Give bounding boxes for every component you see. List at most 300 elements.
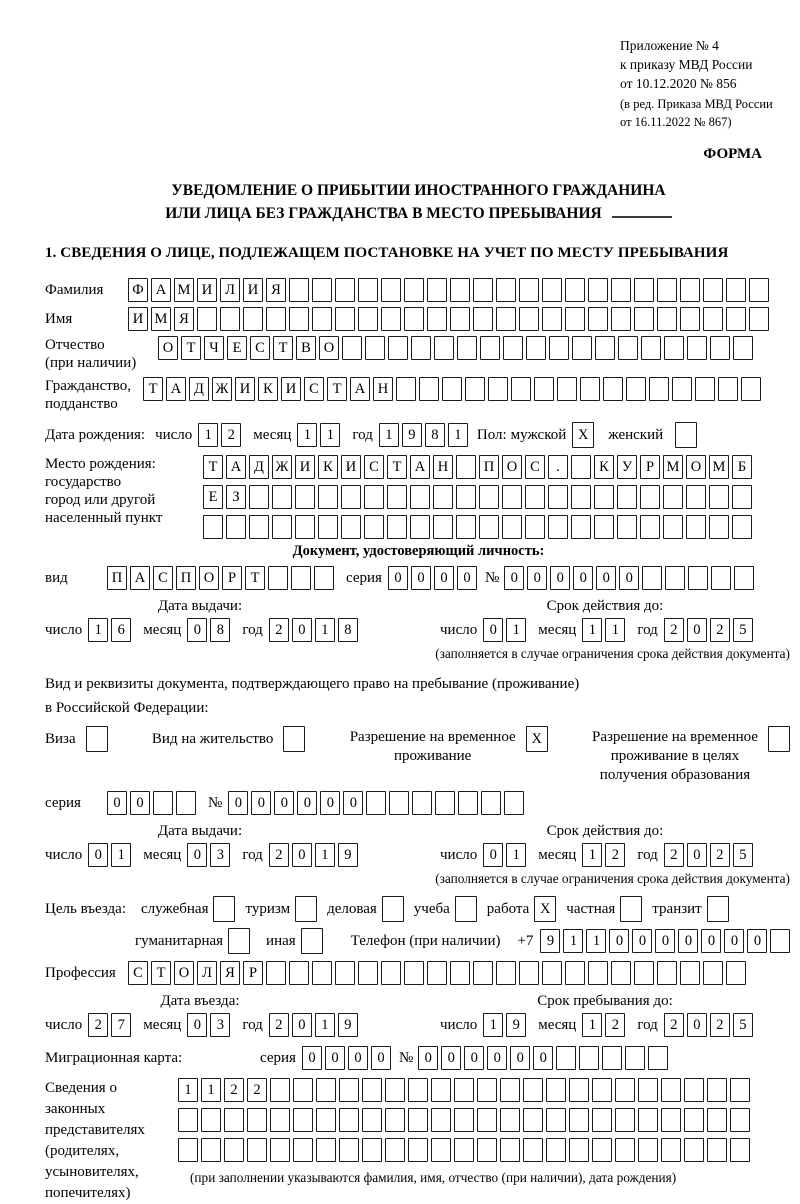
char-cell[interactable] (770, 929, 790, 953)
char-cell[interactable]: Ж (212, 377, 232, 401)
char-cell[interactable]: А (226, 455, 246, 479)
char-cell[interactable] (546, 1138, 566, 1162)
char-cell[interactable] (569, 1078, 589, 1102)
char-cell[interactable]: Е (203, 485, 223, 509)
char-cell[interactable] (680, 278, 700, 302)
char-cell[interactable] (477, 1138, 497, 1162)
checkbox-cell[interactable] (301, 928, 323, 954)
char-cell[interactable] (335, 278, 355, 302)
char-cell[interactable]: У (617, 455, 637, 479)
char-cell[interactable] (408, 1078, 428, 1102)
char-cell[interactable] (661, 1138, 681, 1162)
char-cell[interactable] (638, 1078, 658, 1102)
char-cell[interactable] (523, 1108, 543, 1132)
char-cell[interactable] (201, 1138, 221, 1162)
char-cell[interactable]: 5 (733, 843, 753, 867)
char-cell[interactable]: 0 (130, 791, 150, 815)
checkbox-cell[interactable] (707, 896, 729, 922)
char-cell[interactable] (542, 278, 562, 302)
char-cell[interactable]: 0 (371, 1046, 391, 1070)
char-cell[interactable]: Д (249, 455, 269, 479)
char-cell[interactable] (362, 1078, 382, 1102)
char-cell[interactable]: . (548, 455, 568, 479)
char-cell[interactable]: 0 (687, 843, 707, 867)
char-cell[interactable]: В (296, 336, 316, 360)
char-cell[interactable] (433, 485, 453, 509)
char-cell[interactable] (479, 515, 499, 539)
char-cell[interactable] (496, 961, 516, 985)
char-cell[interactable] (450, 278, 470, 302)
char-cell[interactable] (318, 515, 338, 539)
char-cell[interactable] (503, 336, 523, 360)
char-cell[interactable]: М (709, 455, 729, 479)
char-cell[interactable] (684, 1138, 704, 1162)
char-cell[interactable] (680, 307, 700, 331)
char-cell[interactable] (450, 961, 470, 985)
char-cell[interactable]: 1 (582, 618, 602, 642)
char-cell[interactable]: 2 (710, 843, 730, 867)
char-cell[interactable] (672, 377, 692, 401)
char-cell[interactable] (709, 515, 729, 539)
char-cell[interactable] (519, 278, 539, 302)
char-cell[interactable] (500, 1078, 520, 1102)
char-cell[interactable]: 0 (701, 929, 721, 953)
char-cell[interactable]: Т (181, 336, 201, 360)
char-cell[interactable] (481, 791, 501, 815)
char-cell[interactable] (617, 515, 637, 539)
char-cell[interactable] (224, 1108, 244, 1132)
char-cell[interactable] (312, 961, 332, 985)
char-cell[interactable] (707, 1108, 727, 1132)
char-cell[interactable]: Н (433, 455, 453, 479)
checkbox-cell[interactable] (455, 896, 477, 922)
char-cell[interactable]: 2 (221, 423, 241, 447)
char-cell[interactable] (617, 485, 637, 509)
char-cell[interactable] (316, 1078, 336, 1102)
char-cell[interactable]: 1 (297, 423, 317, 447)
char-cell[interactable] (404, 278, 424, 302)
char-cell[interactable] (594, 485, 614, 509)
checkbox-cell[interactable]: X (526, 726, 548, 752)
char-cell[interactable] (427, 278, 447, 302)
char-cell[interactable] (703, 961, 723, 985)
char-cell[interactable]: О (199, 566, 219, 590)
checkbox-cell[interactable]: X (572, 422, 594, 448)
char-cell[interactable]: 0 (483, 618, 503, 642)
char-cell[interactable] (385, 1138, 405, 1162)
char-cell[interactable]: П (176, 566, 196, 590)
char-cell[interactable] (435, 791, 455, 815)
char-cell[interactable]: 0 (533, 1046, 553, 1070)
char-cell[interactable] (707, 1138, 727, 1162)
char-cell[interactable]: И (235, 377, 255, 401)
char-cell[interactable] (316, 1108, 336, 1132)
char-cell[interactable]: 8 (338, 618, 358, 642)
char-cell[interactable] (404, 961, 424, 985)
char-cell[interactable] (703, 307, 723, 331)
char-cell[interactable] (178, 1138, 198, 1162)
char-cell[interactable] (289, 307, 309, 331)
char-cell[interactable] (615, 1078, 635, 1102)
char-cell[interactable]: 1 (582, 1013, 602, 1037)
char-cell[interactable] (412, 791, 432, 815)
char-cell[interactable]: Б (732, 455, 752, 479)
char-cell[interactable] (295, 515, 315, 539)
char-cell[interactable] (450, 307, 470, 331)
char-cell[interactable]: 5 (733, 618, 753, 642)
char-cell[interactable] (595, 336, 615, 360)
char-cell[interactable] (465, 377, 485, 401)
char-cell[interactable] (291, 566, 311, 590)
char-cell[interactable]: 2 (710, 1013, 730, 1037)
char-cell[interactable] (726, 961, 746, 985)
char-cell[interactable]: 1 (315, 1013, 335, 1037)
char-cell[interactable]: С (153, 566, 173, 590)
char-cell[interactable] (203, 515, 223, 539)
char-cell[interactable]: Ж (272, 455, 292, 479)
char-cell[interactable] (749, 278, 769, 302)
char-cell[interactable]: 0 (457, 566, 477, 590)
char-cell[interactable]: К (594, 455, 614, 479)
char-cell[interactable] (366, 791, 386, 815)
char-cell[interactable] (364, 515, 384, 539)
char-cell[interactable] (496, 278, 516, 302)
char-cell[interactable] (220, 307, 240, 331)
char-cell[interactable]: С (250, 336, 270, 360)
char-cell[interactable]: 0 (687, 618, 707, 642)
char-cell[interactable] (339, 1138, 359, 1162)
char-cell[interactable] (419, 377, 439, 401)
char-cell[interactable] (442, 377, 462, 401)
char-cell[interactable]: 8 (425, 423, 445, 447)
char-cell[interactable]: Л (197, 961, 217, 985)
checkbox-cell[interactable] (620, 896, 642, 922)
char-cell[interactable]: И (341, 455, 361, 479)
char-cell[interactable] (341, 485, 361, 509)
char-cell[interactable]: С (525, 455, 545, 479)
char-cell[interactable] (663, 485, 683, 509)
char-cell[interactable] (565, 278, 585, 302)
char-cell[interactable] (718, 377, 738, 401)
char-cell[interactable] (473, 278, 493, 302)
char-cell[interactable] (456, 485, 476, 509)
char-cell[interactable]: 0 (619, 566, 639, 590)
char-cell[interactable]: 0 (187, 1013, 207, 1037)
char-cell[interactable] (703, 278, 723, 302)
char-cell[interactable] (381, 278, 401, 302)
char-cell[interactable] (385, 1108, 405, 1132)
char-cell[interactable] (519, 961, 539, 985)
char-cell[interactable] (695, 377, 715, 401)
char-cell[interactable] (410, 485, 430, 509)
char-cell[interactable] (732, 515, 752, 539)
char-cell[interactable] (408, 1108, 428, 1132)
char-cell[interactable] (734, 566, 754, 590)
char-cell[interactable]: 0 (388, 566, 408, 590)
char-cell[interactable] (569, 1108, 589, 1132)
char-cell[interactable] (457, 336, 477, 360)
char-cell[interactable] (496, 307, 516, 331)
char-cell[interactable]: 0 (678, 929, 698, 953)
char-cell[interactable]: И (295, 455, 315, 479)
char-cell[interactable]: 0 (487, 1046, 507, 1070)
char-cell[interactable] (381, 961, 401, 985)
char-cell[interactable] (569, 1138, 589, 1162)
char-cell[interactable] (226, 515, 246, 539)
char-cell[interactable] (657, 278, 677, 302)
char-cell[interactable] (293, 1078, 313, 1102)
char-cell[interactable] (358, 278, 378, 302)
char-cell[interactable] (726, 278, 746, 302)
char-cell[interactable]: А (410, 455, 430, 479)
char-cell[interactable] (688, 566, 708, 590)
char-cell[interactable]: А (350, 377, 370, 401)
char-cell[interactable] (381, 307, 401, 331)
char-cell[interactable]: П (479, 455, 499, 479)
char-cell[interactable] (362, 1138, 382, 1162)
char-cell[interactable] (272, 515, 292, 539)
char-cell[interactable] (687, 336, 707, 360)
char-cell[interactable]: 1 (586, 929, 606, 953)
char-cell[interactable]: 1 (198, 423, 218, 447)
char-cell[interactable]: 1 (605, 618, 625, 642)
char-cell[interactable] (433, 515, 453, 539)
char-cell[interactable] (638, 1108, 658, 1132)
char-cell[interactable]: С (128, 961, 148, 985)
char-cell[interactable]: 1 (178, 1078, 198, 1102)
char-cell[interactable] (387, 485, 407, 509)
char-cell[interactable] (649, 377, 669, 401)
char-cell[interactable]: 0 (292, 843, 312, 867)
char-cell[interactable] (404, 307, 424, 331)
char-cell[interactable] (488, 377, 508, 401)
char-cell[interactable]: Р (243, 961, 263, 985)
char-cell[interactable]: 0 (596, 566, 616, 590)
checkbox-cell[interactable] (86, 726, 108, 752)
checkbox-cell[interactable]: X (534, 896, 556, 922)
char-cell[interactable] (565, 307, 585, 331)
char-cell[interactable]: 0 (609, 929, 629, 953)
char-cell[interactable] (638, 1138, 658, 1162)
checkbox-cell[interactable] (283, 726, 305, 752)
char-cell[interactable]: 1 (563, 929, 583, 953)
char-cell[interactable] (473, 307, 493, 331)
char-cell[interactable] (519, 307, 539, 331)
char-cell[interactable] (224, 1138, 244, 1162)
char-cell[interactable]: 0 (527, 566, 547, 590)
char-cell[interactable] (247, 1108, 267, 1132)
char-cell[interactable] (707, 1078, 727, 1102)
char-cell[interactable] (684, 1108, 704, 1132)
char-cell[interactable]: Д (189, 377, 209, 401)
char-cell[interactable] (684, 1078, 704, 1102)
char-cell[interactable]: 0 (297, 791, 317, 815)
char-cell[interactable] (571, 515, 591, 539)
char-cell[interactable] (657, 961, 677, 985)
char-cell[interactable] (741, 377, 761, 401)
char-cell[interactable] (525, 515, 545, 539)
char-cell[interactable] (295, 485, 315, 509)
char-cell[interactable]: 3 (210, 843, 230, 867)
char-cell[interactable] (431, 1078, 451, 1102)
char-cell[interactable]: 0 (348, 1046, 368, 1070)
char-cell[interactable]: 2 (269, 618, 289, 642)
char-cell[interactable]: 0 (228, 791, 248, 815)
char-cell[interactable] (711, 566, 731, 590)
char-cell[interactable] (502, 515, 522, 539)
char-cell[interactable]: 2 (664, 1013, 684, 1037)
char-cell[interactable]: Т (143, 377, 163, 401)
char-cell[interactable] (602, 1046, 622, 1070)
char-cell[interactable] (642, 566, 662, 590)
char-cell[interactable] (592, 1108, 612, 1132)
char-cell[interactable]: 0 (107, 791, 127, 815)
char-cell[interactable] (680, 961, 700, 985)
char-cell[interactable]: 1 (88, 618, 108, 642)
char-cell[interactable] (431, 1108, 451, 1132)
char-cell[interactable]: 0 (411, 566, 431, 590)
char-cell[interactable]: 0 (187, 618, 207, 642)
char-cell[interactable]: А (151, 278, 171, 302)
char-cell[interactable] (594, 515, 614, 539)
char-cell[interactable]: 1 (320, 423, 340, 447)
char-cell[interactable]: Т (327, 377, 347, 401)
char-cell[interactable] (335, 307, 355, 331)
char-cell[interactable]: 0 (343, 791, 363, 815)
checkbox-cell[interactable] (228, 928, 250, 954)
char-cell[interactable] (556, 1046, 576, 1070)
char-cell[interactable] (473, 961, 493, 985)
char-cell[interactable]: 2 (605, 1013, 625, 1037)
char-cell[interactable] (726, 307, 746, 331)
char-cell[interactable] (358, 961, 378, 985)
char-cell[interactable] (615, 1108, 635, 1132)
char-cell[interactable] (500, 1138, 520, 1162)
char-cell[interactable] (549, 336, 569, 360)
char-cell[interactable]: Т (151, 961, 171, 985)
char-cell[interactable]: 0 (302, 1046, 322, 1070)
char-cell[interactable]: О (502, 455, 522, 479)
char-cell[interactable] (266, 961, 286, 985)
char-cell[interactable]: 1 (379, 423, 399, 447)
char-cell[interactable]: Я (266, 278, 286, 302)
char-cell[interactable] (249, 485, 269, 509)
char-cell[interactable] (197, 307, 217, 331)
char-cell[interactable] (565, 961, 585, 985)
char-cell[interactable]: 2 (605, 843, 625, 867)
char-cell[interactable] (500, 1108, 520, 1132)
char-cell[interactable] (626, 377, 646, 401)
char-cell[interactable]: 0 (483, 843, 503, 867)
char-cell[interactable] (504, 791, 524, 815)
char-cell[interactable] (592, 1138, 612, 1162)
char-cell[interactable] (427, 307, 447, 331)
char-cell[interactable] (641, 336, 661, 360)
char-cell[interactable]: М (174, 278, 194, 302)
char-cell[interactable] (615, 1138, 635, 1162)
char-cell[interactable] (362, 1108, 382, 1132)
char-cell[interactable] (526, 336, 546, 360)
char-cell[interactable] (389, 791, 409, 815)
char-cell[interactable] (342, 336, 362, 360)
char-cell[interactable]: Т (387, 455, 407, 479)
char-cell[interactable] (477, 1108, 497, 1132)
char-cell[interactable]: 9 (338, 1013, 358, 1037)
char-cell[interactable] (588, 961, 608, 985)
char-cell[interactable]: 1 (111, 843, 131, 867)
char-cell[interactable]: 8 (210, 618, 230, 642)
char-cell[interactable]: 1 (483, 1013, 503, 1037)
char-cell[interactable] (525, 485, 545, 509)
checkbox-cell[interactable] (382, 896, 404, 922)
char-cell[interactable] (557, 377, 577, 401)
char-cell[interactable] (431, 1138, 451, 1162)
char-cell[interactable] (542, 307, 562, 331)
char-cell[interactable] (454, 1138, 474, 1162)
char-cell[interactable]: Е (227, 336, 247, 360)
char-cell[interactable] (410, 515, 430, 539)
checkbox-cell[interactable] (295, 896, 317, 922)
char-cell[interactable]: 2 (247, 1078, 267, 1102)
char-cell[interactable] (339, 1078, 359, 1102)
char-cell[interactable] (749, 307, 769, 331)
char-cell[interactable]: 2 (710, 618, 730, 642)
char-cell[interactable]: 0 (464, 1046, 484, 1070)
char-cell[interactable] (588, 278, 608, 302)
char-cell[interactable]: 0 (292, 618, 312, 642)
char-cell[interactable] (249, 515, 269, 539)
char-cell[interactable]: Л (220, 278, 240, 302)
char-cell[interactable] (611, 307, 631, 331)
char-cell[interactable]: 0 (418, 1046, 438, 1070)
char-cell[interactable]: 0 (510, 1046, 530, 1070)
char-cell[interactable] (618, 336, 638, 360)
char-cell[interactable]: 0 (687, 1013, 707, 1037)
char-cell[interactable]: Н (373, 377, 393, 401)
char-cell[interactable] (153, 791, 173, 815)
char-cell[interactable]: С (364, 455, 384, 479)
char-cell[interactable] (710, 336, 730, 360)
char-cell[interactable]: Я (220, 961, 240, 985)
checkbox-cell[interactable] (675, 422, 697, 448)
char-cell[interactable] (477, 1078, 497, 1102)
char-cell[interactable] (293, 1138, 313, 1162)
char-cell[interactable]: 1 (201, 1078, 221, 1102)
char-cell[interactable]: 1 (315, 843, 335, 867)
char-cell[interactable] (634, 307, 654, 331)
char-cell[interactable]: 1 (506, 618, 526, 642)
char-cell[interactable]: 9 (506, 1013, 526, 1037)
char-cell[interactable]: 5 (733, 1013, 753, 1037)
char-cell[interactable] (665, 566, 685, 590)
char-cell[interactable] (364, 485, 384, 509)
char-cell[interactable]: 9 (540, 929, 560, 953)
char-cell[interactable] (511, 377, 531, 401)
char-cell[interactable] (571, 455, 591, 479)
char-cell[interactable]: 0 (274, 791, 294, 815)
char-cell[interactable]: А (166, 377, 186, 401)
checkbox-cell[interactable] (213, 896, 235, 922)
char-cell[interactable] (456, 515, 476, 539)
char-cell[interactable] (548, 515, 568, 539)
char-cell[interactable] (640, 485, 660, 509)
char-cell[interactable] (396, 377, 416, 401)
char-cell[interactable] (634, 278, 654, 302)
char-cell[interactable] (479, 485, 499, 509)
char-cell[interactable] (588, 307, 608, 331)
char-cell[interactable] (266, 307, 286, 331)
char-cell[interactable] (592, 1078, 612, 1102)
